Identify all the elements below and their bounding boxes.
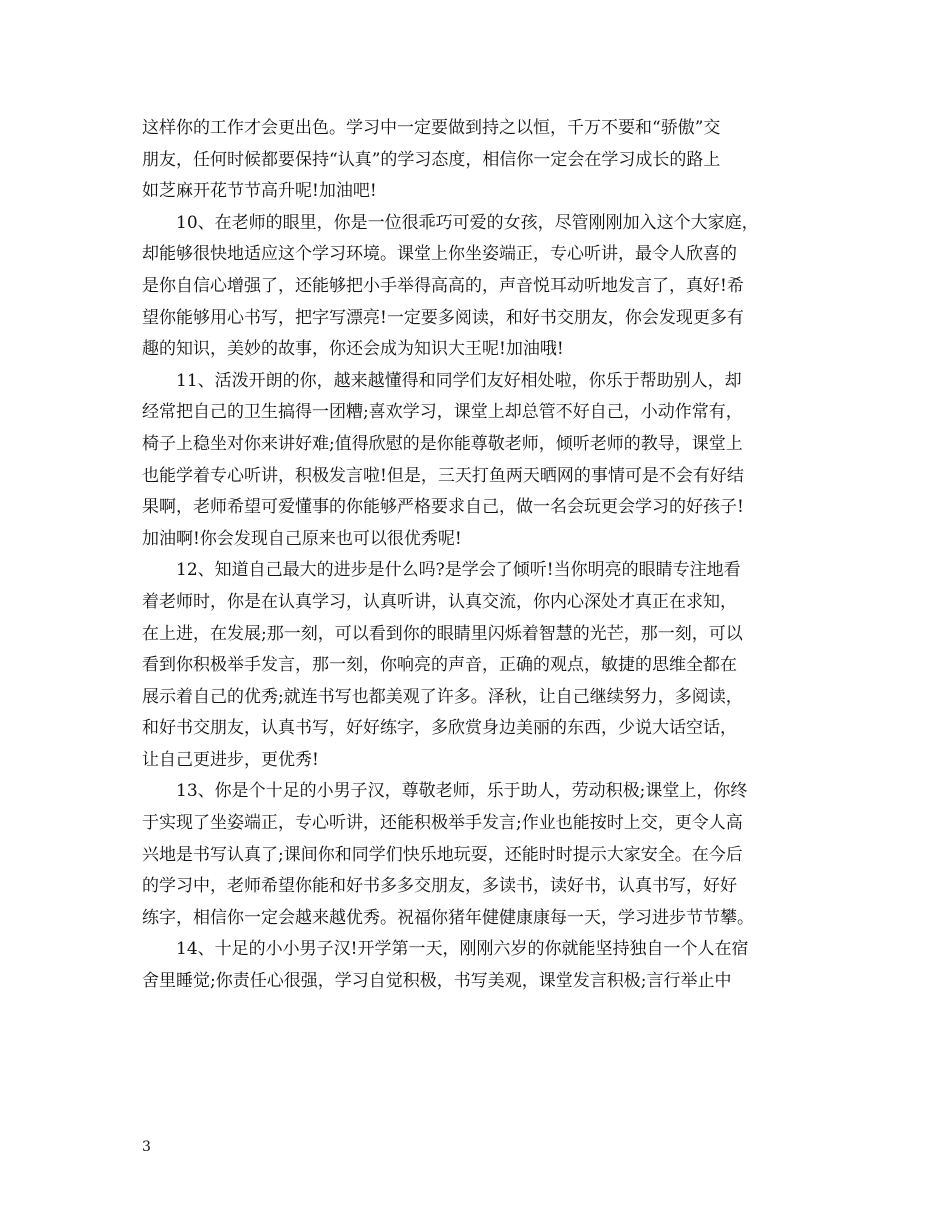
paragraph-comment-13: [142, 776, 810, 934]
text-line: 在上进，在发展;那一刻，可以看到你的眼睛里闪烁着智慧的光芒，那一刻，可以: [142, 623, 743, 644]
paragraph-comment-14: [142, 934, 810, 997]
text-line: 舍里睡觉;你责任心很强，学习自觉积极，书写美观，课堂发言积极;言行举止中: [142, 971, 732, 992]
text-line: 望你能够用心书写，把字写漂亮!一定要多阅读，和好书交朋友，你会发现更多有: [142, 307, 744, 328]
text-line: 朋友，任何时候都要保持“认真”的学习态度，相信你一定会在学习成长的路上: [142, 149, 721, 170]
text-line: 的学习中，老师希望你能和好书多多交朋友，多读书，读好书，认真书写，好好: [142, 876, 737, 897]
paragraph-comment-10: [142, 208, 810, 366]
text-line: 是你自信心增强了，还能够把小手举得高高的，声音悦耳动听地发言了，真好!希: [142, 275, 744, 296]
paragraph-comment-12: [142, 555, 810, 776]
text-line: 兴地是书写认真了;课间你和同学们快乐地玩耍，还能时时提示大家安全。在今后: [142, 844, 743, 865]
text-line: 果啊，老师希望可爱懂事的你能够严格要求自己，做一名会玩更会学习的好孩子!: [142, 497, 744, 518]
text-line: 练字，相信你一定会越来越优秀。祝福你猪年健健康康每一天，学习进步节节攀。: [142, 907, 754, 928]
text-line: 展示着自己的优秀;就连书写也都美观了许多。泽秋，让自己继续努力，多阅读，: [142, 686, 743, 707]
text-line: 也能学着专心听讲，积极发言啦!但是，三天打鱼两天晒网的事情可是不会有好结: [142, 465, 744, 486]
text-line: 11、活泼开朗的你，越来越懂得和同学们友好相处啦，你乐于帮助别人，却: [176, 370, 742, 391]
text-line: 12、知道自己最大的进步是什么吗?是学会了倾听!当你明亮的眼睛专注地看: [176, 560, 741, 581]
text-line: 椅子上稳坐对你来讲好难;值得欣慰的是你能尊敬老师，倾听老师的教导，课堂上: [142, 433, 743, 454]
document-body: [142, 113, 810, 998]
text-line: 看到你积极举手发言，那一刻，你响亮的声音，正确的观点，敏捷的思维全都在: [142, 655, 737, 676]
text-line: 这样你的工作才会更出色。学习中一定要做到持之以恒，千万不要和“骄傲”交: [142, 118, 721, 138]
text-line: 却能够很快地适应这个学习环境。课堂上你坐姿端正，专心听讲，最令人欣喜的: [142, 244, 737, 265]
text-line: 13、你是个十足的小男子汉，尊敬老师，乐于助人，劳动积极;课堂上，你终: [176, 781, 748, 802]
text-line: 如芝麻开花节节高升呢!加油吧!: [142, 181, 377, 202]
text-line: 10、在老师的眼里，你是一位很乖巧可爱的女孩，尽管刚刚加入这个大家庭，: [176, 212, 759, 233]
text-line: 和好书交朋友，认真书写，好好练字，多欣赏身边美丽的东西，少说大话空话，: [142, 718, 737, 739]
text-line: 着老师时，你是在认真学习，认真听讲，认真交流，你内心深处才真正在求知，: [142, 591, 737, 612]
paragraph-continuation: [142, 113, 810, 208]
text-line: 让自己更进步，更优秀!: [142, 749, 319, 770]
text-line: 趣的知识，美妙的故事，你还会成为知识大王呢!加油哦!: [142, 339, 564, 360]
paragraph-comment-11: [142, 366, 810, 556]
text-line: 于实现了坐姿端正，专心听讲，还能积极举手发言;作业也能按时上交，更令人高: [142, 813, 743, 834]
text-line: 14、十足的小小男子汉!开学第一天，刚刚六岁的你就能坚持独自一个人在宿: [176, 939, 749, 960]
text-line: 经常把自己的卫生搞得一团糟;喜欢学习，课堂上却总管不好自己，小动作常有，: [142, 402, 743, 423]
text-line: 加油啊!你会发现自己原来也可以很优秀呢!: [142, 528, 462, 549]
page-number: 3: [142, 1139, 151, 1155]
